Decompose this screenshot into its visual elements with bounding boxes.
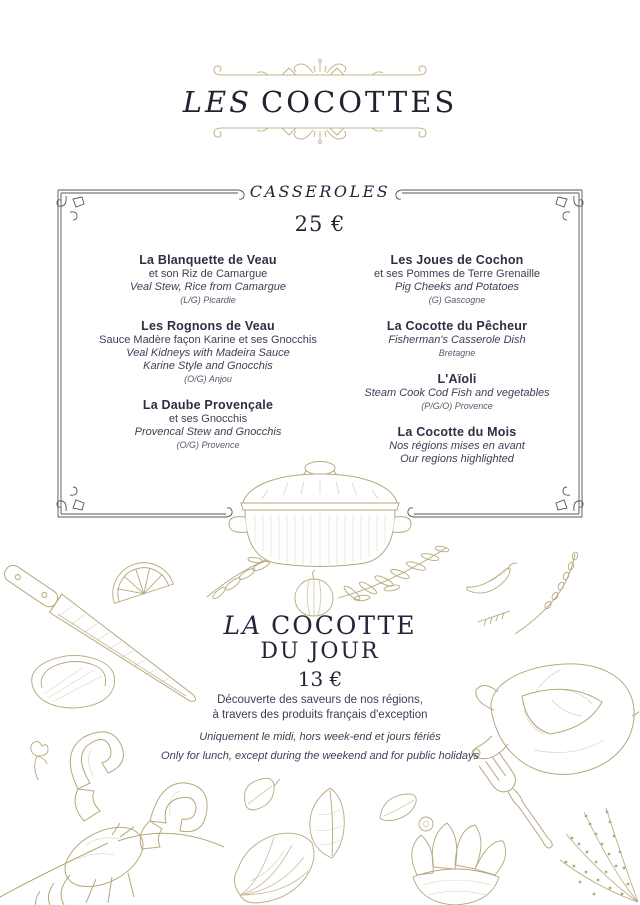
artichoke-icon [395,815,520,905]
item-name: La Daube Provençale [142,398,274,412]
basil-leaf-icon [238,774,280,814]
item-translation: Our regions highlighted [400,453,514,465]
description-line1: Découverte des saveurs de nos régions, [217,694,423,706]
casseroles-price: 25 € [294,212,346,236]
item-translation: Provencal Stew and Gnocchis [134,426,282,438]
du-jour-section [0,612,640,690]
masthead [0,56,640,147]
du-jour-title-line2: DU JOUR [260,639,380,664]
item-sub: Sauce Madère façon Karine et ses Gnocchis [99,334,317,346]
item-translation: Veal Kidneys with Madeira Sauce [126,347,290,359]
menu-item-mois [334,425,580,466]
du-jour-price: 13 € [297,667,343,691]
item-name: La Cocotte du Pêcheur [386,319,528,333]
du-jour-word2: COCOTTE [271,611,417,640]
du-jour-title-line1 [0,612,640,639]
menu-item-joues [334,253,580,306]
item-name: La Cocotte du Mois [397,425,517,439]
item-translation: Steam Cook Cod Fish and vegetables [364,387,550,399]
wheat-grains-icon [554,804,640,905]
item-note: (P/G/O) Provence [421,401,493,411]
item-sub: et ses Gnocchis [168,413,248,425]
item-sub: et ses Pommes de Terre Grenaille [373,268,541,280]
menu-column-left [85,253,331,464]
menu-column-right [334,253,580,479]
lunch-note-french: Uniquement le midi, hors week-end et jours fériés [199,731,441,743]
item-note: (G) Gascogne [428,295,486,305]
item-name: Les Rognons de Veau [141,319,275,333]
item-translation: Fisherman's Casserole Dish [388,334,526,346]
casseroles-title: CASSEROLES [249,182,391,201]
ornamental-flourish-top-icon [212,56,428,82]
item-note: (O/G) Anjou [184,374,232,384]
page-title-word2: COCOTTES [261,85,458,119]
seashell-icon [226,825,318,905]
item-name: Les Joues de Cochon [390,253,524,267]
du-jour-word1: LA [223,611,263,640]
item-note: (L/G) Picardie [180,295,236,305]
ornamental-flourish-bottom-icon [212,121,428,147]
item-note: Bretagne [438,348,476,358]
casseroles-section-header [0,184,640,236]
menu-item-rognons [85,319,331,385]
item-name: L'Aïoli [437,372,477,386]
page-title-word1: LES [182,85,253,119]
menu-item-pecheur [334,319,580,359]
item-name: La Blanquette de Veau [139,253,277,267]
item-sub: et son Riz de Camargue [148,268,268,280]
du-jour-description [0,693,640,763]
item-note: (O/G) Provence [176,440,240,450]
menu-item-blanquette [85,253,331,306]
menu-item-aioli [334,372,580,412]
menu-item-daube [85,398,331,451]
lemon-slice-icon [103,554,181,612]
page-title [0,85,640,119]
item-translation: Veal Stew, Rice from Camargue [129,281,287,293]
item-translation: Nos régions mises en avant [389,440,525,452]
item-translation: Pig Cheeks and Potatoes [394,281,520,293]
item-translation: Karine Style and Gnocchis [143,360,273,372]
lunch-note-english: Only for lunch, except during the weekend and for public holidays [161,750,479,762]
description-line2: à travers des produits français d'exception [212,709,428,721]
